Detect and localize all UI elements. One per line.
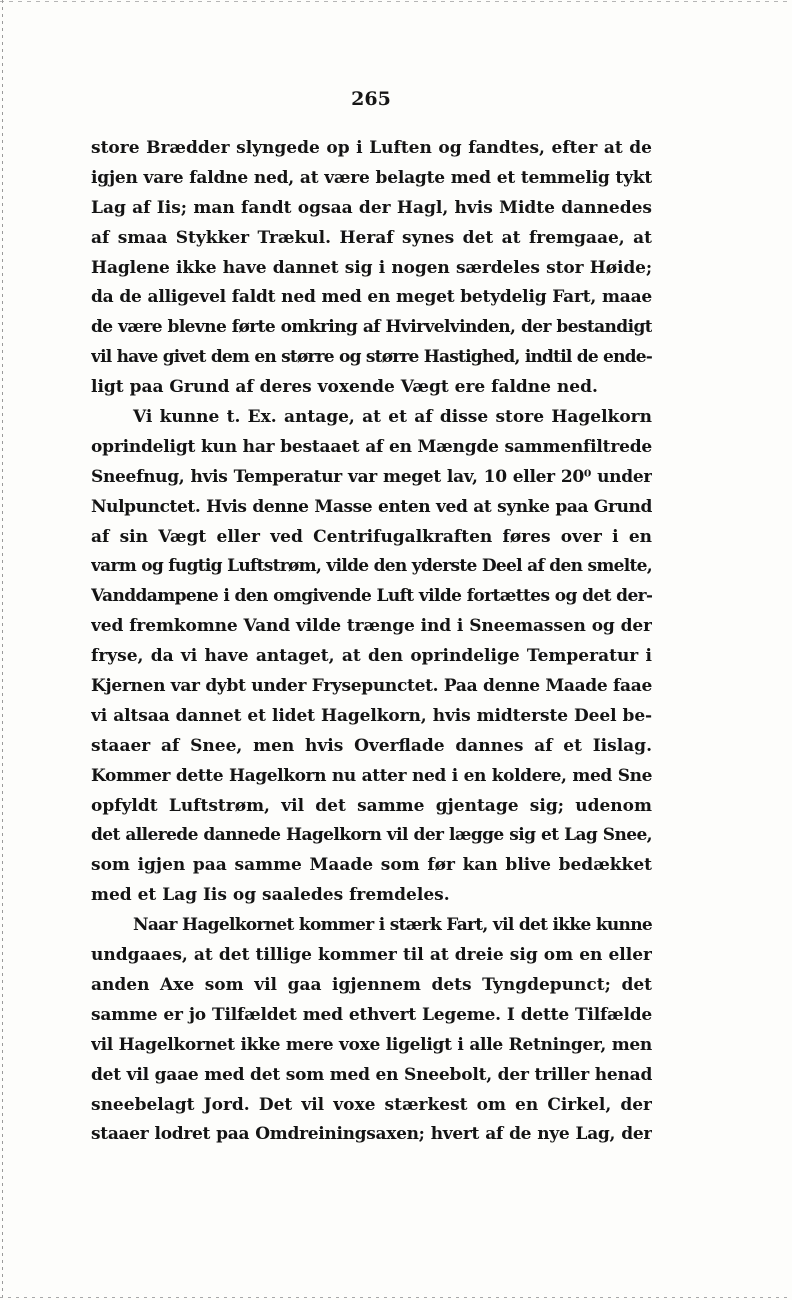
text-line: sneebelagt Jord. Det vil voxe stærkest om en Cirkel, der bbox=[91, 1094, 652, 1115]
text-line: anden Axe som vil gaa igjennem dets Tyngdepunct; det bbox=[91, 974, 652, 995]
text-line: Sneefnug, hvis Temperatur var meget lav, 10 eller 20⁰ under bbox=[91, 466, 652, 487]
text-line: store Brædder slyngede op i Luften og fandtes, efter at de bbox=[91, 138, 652, 158]
text-line: det allerede dannede Hagelkorn vil der lægge sig et Lag Snee, bbox=[91, 825, 652, 846]
text-line: undgaaes, at det tillige kommer til at dreie sig om en eller bbox=[91, 945, 652, 966]
text-line: vil Hagelkornet ikke mere voxe ligeligt i alle Retninger, men bbox=[91, 1034, 652, 1055]
text-line: ved fremkomne Vand vilde trænge ind i Sneemassen og der bbox=[91, 616, 652, 637]
text-line: Kjernen var dybt under Frysepunctet. Paa denne Maade faae bbox=[91, 676, 652, 697]
text-line: Naar Hagelkornet kommer i stærk Fart, vil det ikke kunne bbox=[133, 915, 652, 936]
text-line: staaer af Snee, men hvis Overflade dannes af et Iislag. bbox=[91, 735, 652, 756]
text-line: Haglene ikke have dannet sig i nogen særdeles stor Høide; bbox=[91, 257, 652, 278]
text-line: af smaa Stykker Trækul. Heraf synes det at fremgaae, at bbox=[91, 227, 652, 248]
page-bottom-edge bbox=[0, 1297, 792, 1298]
text-line: det vil gaae med det som med en Sneebolt, der triller henad bbox=[91, 1064, 652, 1085]
text-line: de være blevne førte omkring af Hvirvelvinden, der bestandigt bbox=[91, 317, 652, 338]
page-top-edge bbox=[0, 1, 792, 2]
text-line: Kommer dette Hagelkorn nu atter ned i en koldere, med Sne bbox=[91, 765, 652, 786]
text-line: vil have givet dem en større og større Hastighed, indtil de ende- bbox=[91, 347, 652, 368]
text-line: som igjen paa samme Maade som før kan blive bedækket bbox=[91, 855, 652, 876]
paragraph bbox=[91, 403, 652, 911]
text-line: Nulpunctet. Hvis denne Masse enten ved at synke paa Grund bbox=[91, 496, 652, 517]
paragraph bbox=[91, 911, 652, 1150]
text-line: oprindeligt kun har bestaaet af en Mængde sammenfiltrede bbox=[91, 436, 652, 457]
page-left-edge bbox=[2, 0, 3, 1300]
text-line: opfyldt Luftstrøm, vil det samme gjentage sig; udenom bbox=[91, 795, 652, 816]
page-number: 265 bbox=[351, 88, 391, 110]
text-line: fryse, da vi have antaget, at den oprindelige Temperatur i bbox=[91, 646, 652, 667]
text-line: med et Lag Iis og saaledes fremdeles. bbox=[91, 885, 450, 906]
paragraph bbox=[91, 134, 652, 403]
text-line: Vanddampene i den omgivende Luft vilde fortættes og det der- bbox=[91, 586, 652, 607]
text-line: ligt paa Grund af deres voxende Vægt ere faldne ned. bbox=[91, 377, 598, 398]
text-line: da de alligevel faldt ned med en meget betydelig Fart, maae bbox=[91, 287, 652, 308]
text-line: af sin Vægt eller ved Centrifugalkraften føres over i en bbox=[91, 526, 652, 547]
text-line: Vi kunne t. Ex. antage, at et af disse store Hagelkorn bbox=[133, 407, 652, 428]
text-line: varm og fugtig Luftstrøm, vilde den yderste Deel af den smelte, bbox=[91, 556, 652, 577]
text-line: igjen vare faldne ned, at være belagte med et temmelig tykt bbox=[91, 167, 652, 188]
body-text bbox=[91, 134, 652, 1150]
text-line: staaer lodret paa Omdreiningsaxen; hvert af de nye Lag, der bbox=[91, 1124, 652, 1145]
text-line: vi altsaa dannet et lidet Hagelkorn, hvis midterste Deel be- bbox=[91, 705, 652, 726]
text-line: Lag af Iis; man fandt ogsaa der Hagl, hvis Midte dannedes bbox=[91, 197, 652, 218]
text-line: samme er jo Tilfældet med ethvert Legeme. I dette Tilfælde bbox=[91, 1004, 652, 1025]
